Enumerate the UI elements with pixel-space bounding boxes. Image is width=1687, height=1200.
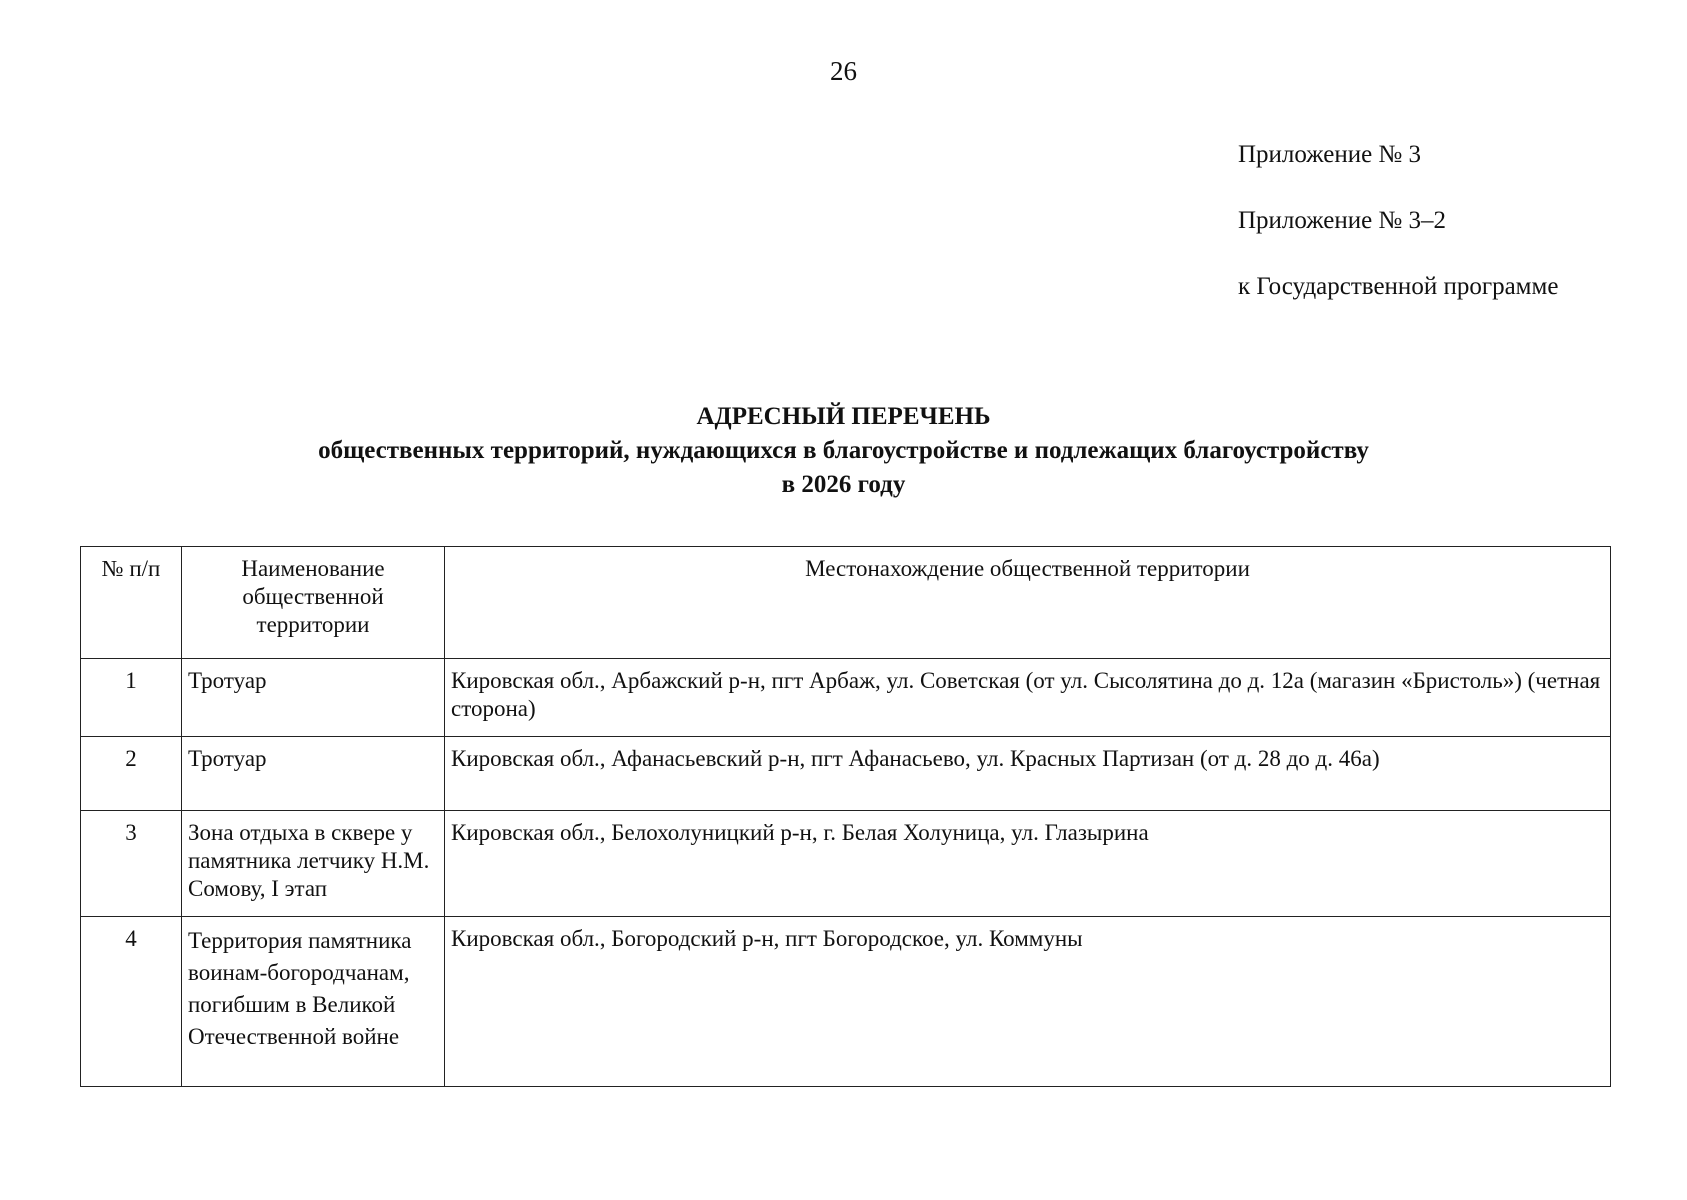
row-location: Кировская обл., Арбажский р-н, пгт Арбаж, ул. Советская (от ул. Сысолятина до д. 12а (магазин «Бристоль») (четная сторона) <box>445 659 1611 737</box>
row-name: Тротуар <box>182 659 445 737</box>
page-number: 26 <box>830 56 857 86</box>
header-num: № п/п <box>81 547 182 659</box>
row-num: 2 <box>81 737 182 811</box>
title-line-3: в 2026 году <box>781 471 906 498</box>
row-location: Кировская обл., Афанасьевский р-н, пгт Афанасьево, ул. Красных Партизан (от д. 28 до д. 46а) <box>445 737 1611 811</box>
title-line-1: АДРЕСНЫЙ ПЕРЕЧЕНЬ <box>696 403 991 430</box>
appendix-line-3: к Государственной программе <box>1238 273 1559 300</box>
title-line-2: общественных территорий, нуждающихся в благоустройстве и подлежащих благоустройству <box>318 437 1369 464</box>
row-num: 3 <box>81 811 182 917</box>
header-location: Местонахождение общественной территории <box>445 547 1611 659</box>
address-table-container <box>80 546 1610 1087</box>
address-table <box>80 546 1611 1087</box>
document-title <box>0 400 1687 502</box>
table-row <box>81 811 1611 917</box>
appendix-line-1: Приложение № 3 <box>1238 141 1422 168</box>
row-location: Кировская обл., Белохолуницкий р-н, г. Белая Холуница, ул. Глазырина <box>445 811 1611 917</box>
row-name: Тротуар <box>182 737 445 811</box>
header-name: Наименование общественной территории <box>182 547 445 659</box>
row-num: 1 <box>81 659 182 737</box>
row-num: 4 <box>81 917 182 1087</box>
row-location: Кировская обл., Богородский р-н, пгт Богородское, ул. Коммуны <box>445 917 1611 1087</box>
table-header-row <box>81 547 1611 659</box>
table-row <box>81 659 1611 737</box>
table-row <box>81 737 1611 811</box>
row-name: Территория памятника воинам-богородчанам, погибшим в Великой Отечественной войне <box>182 917 445 1087</box>
table-row <box>81 917 1611 1087</box>
appendix-block <box>1238 140 1558 338</box>
row-name: Зона отдыха в сквере у памятника летчику Н.М. Сомову, I этап <box>182 811 445 917</box>
appendix-line-2: Приложение № 3–2 <box>1238 207 1447 234</box>
